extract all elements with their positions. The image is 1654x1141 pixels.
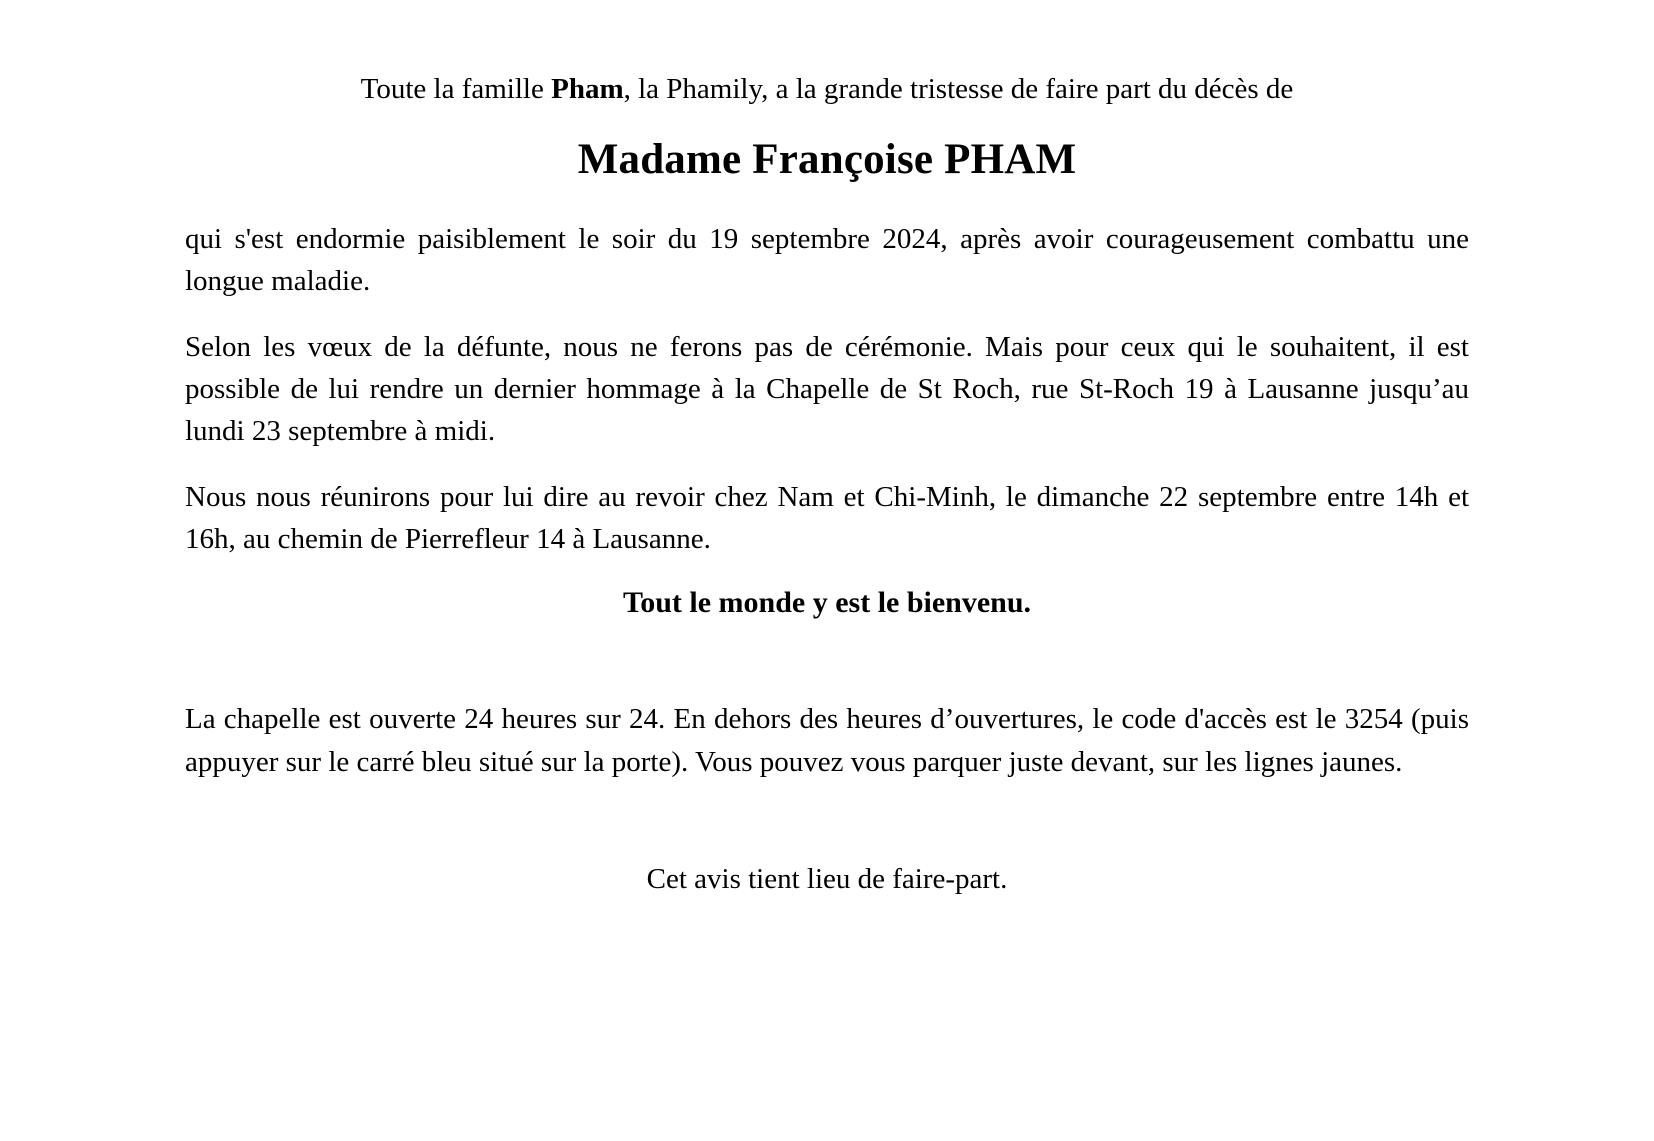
spacer-after-welcome <box>185 620 1469 698</box>
spacer-before-closing <box>185 807 1469 863</box>
family-name-text: Pham <box>551 73 624 105</box>
deceased-name: Madame Françoise PHAM <box>577 136 1077 184</box>
welcome-line: Tout le monde y est le bienvenu. <box>622 586 1032 620</box>
intro-prefix-text: Toute la famille <box>360 73 552 105</box>
paragraph-passing: qui s'est endormie paisiblement le soir du 19 septembre 2024, après avoir courageusement combattu une longue maladie. <box>185 223 1469 298</box>
paragraph-chapel-access: La chapelle est ouverte 24 heures sur 24. En dehors des heures d’ouvertures, le code d'accès est le 3254 (puis appuyer sur le carré bleu situé sur la porte). Vous pouvez vous parquer juste devant, sur les lignes jaunes. <box>185 703 1469 778</box>
paragraph-ceremony: Selon les vœux de la défunte, nous ne ferons pas de cérémonie. Mais pour ceux qui le souhaitent, il est possible de lui rendre un dernier hommage à la Chapelle de St Roch, rue St-Roch 19 à Lausanne jusqu’au lundi 23 septembre à midi. <box>185 331 1469 448</box>
paragraph-gathering: Nous nous réunirons pour lui dire au revoir chez Nam et Chi-Minh, le dimanche 22 septembre entre 14h et 16h, au chemin de Pierrefleur 14 à Lausanne. <box>185 481 1469 556</box>
intro-suffix-text: , la Phamily, a la grande tristesse de faire part du décès de <box>623 73 1294 105</box>
intro-line <box>185 70 1469 109</box>
closing-line: Cet avis tient lieu de faire-part. <box>646 862 1008 895</box>
